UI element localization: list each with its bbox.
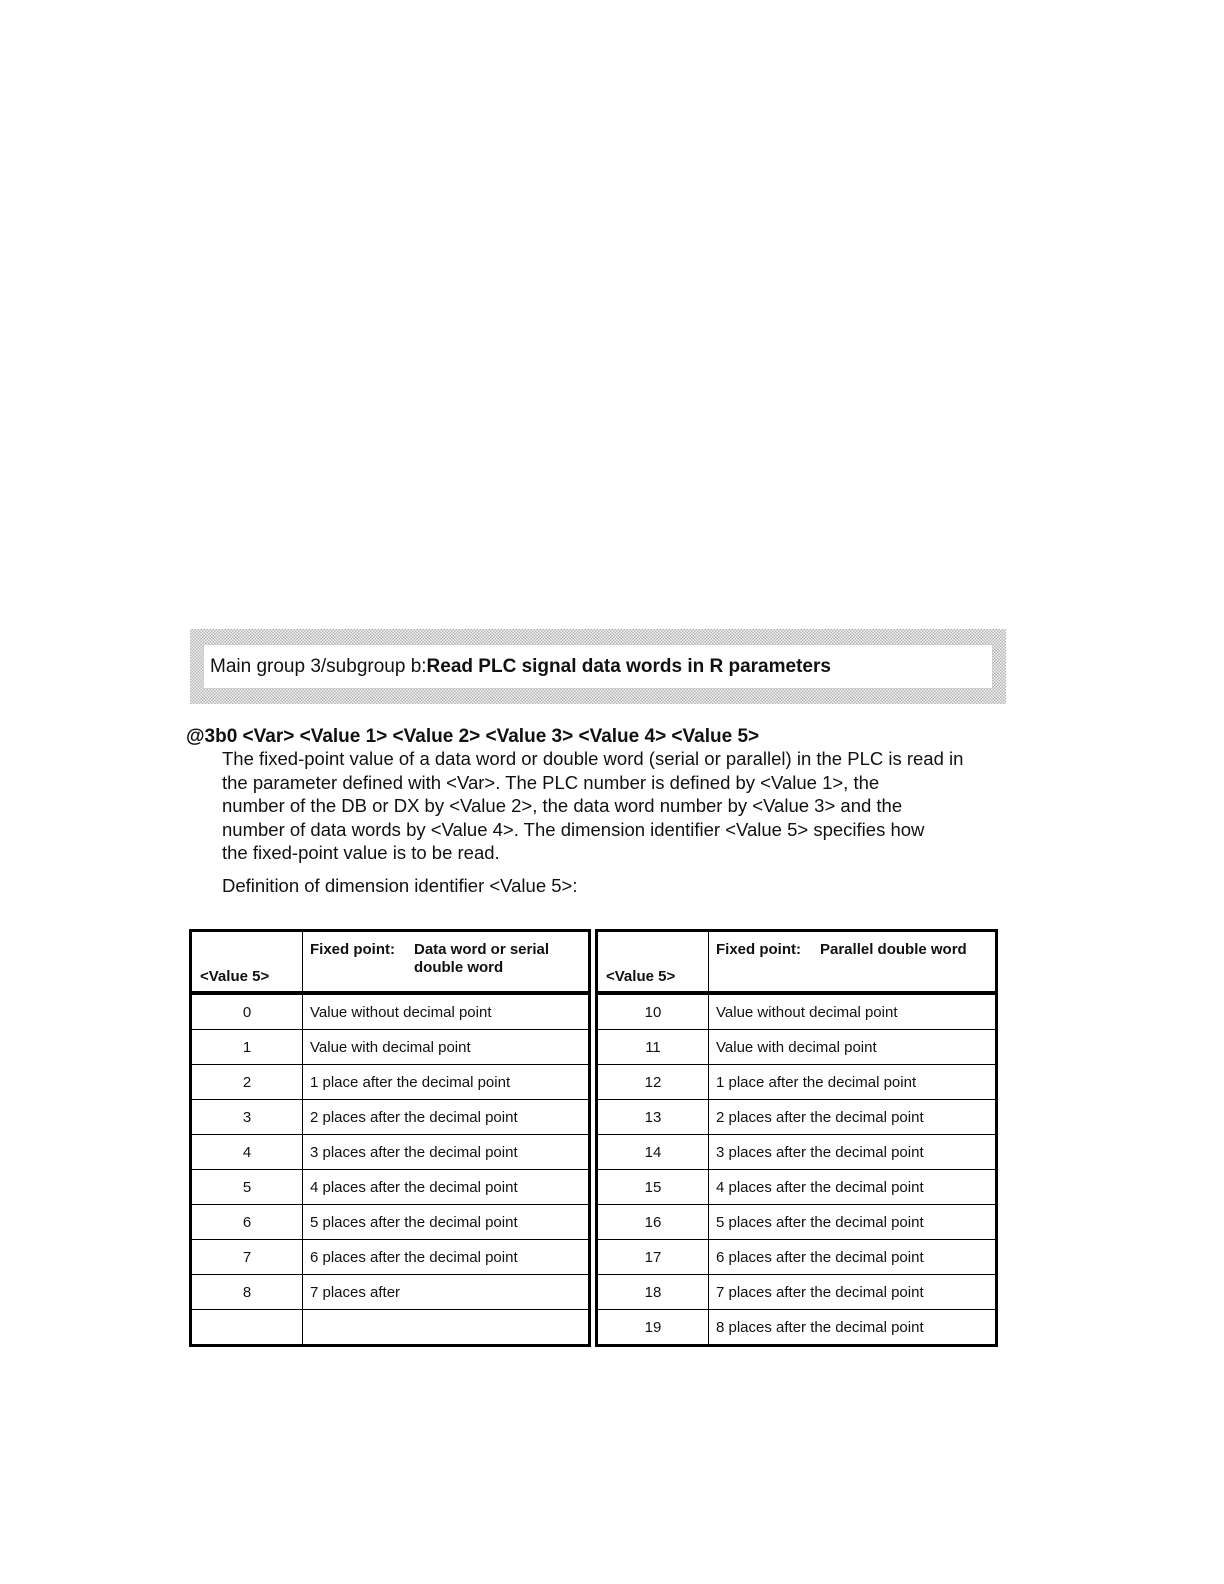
value5-code: 16 — [598, 1205, 709, 1240]
value5-code: 18 — [598, 1275, 709, 1310]
table-row — [598, 1030, 995, 1065]
value5-description: 8 places after the decimal point — [709, 1310, 996, 1345]
value5-description: 7 places after — [303, 1275, 589, 1310]
table-header-row — [192, 932, 588, 993]
value5-description: 4 places after the decimal point — [709, 1170, 996, 1205]
value5-description: 2 places after the decimal point — [303, 1100, 589, 1135]
value5-description: Value without decimal point — [709, 995, 996, 1030]
fixed-point-type-line1: Parallel double word — [820, 941, 967, 958]
value5-code: 5 — [192, 1170, 303, 1205]
value5-column-header: <Value 5> — [192, 932, 303, 993]
table-header-row — [598, 932, 995, 993]
table-row — [598, 1065, 995, 1100]
description-line: the parameter defined with <Var>. The PLC number is defined by <Value 1>, the — [222, 771, 880, 793]
value5-code: 17 — [598, 1240, 709, 1275]
description-line: The fixed-point value of a data word or double word (serial or parallel) in the PLC is read in — [222, 748, 964, 769]
description-line: number of data words by <Value 4>. The dimension identifier <Value 5> specifies how — [222, 818, 925, 840]
fixed-point-label: Fixed point: — [310, 941, 395, 958]
value5-code: 12 — [598, 1065, 709, 1100]
command-syntax: @3b0 <Var> <Value 1> <Value 2> <Value 3> <Value 4> <Value 5> — [186, 726, 760, 747]
fixed-point-header — [303, 932, 589, 993]
value5-description: Value with decimal point — [303, 1030, 589, 1065]
table-row — [598, 1240, 995, 1275]
table-row — [192, 1065, 588, 1100]
definition-line: Definition of dimension identifier <Value 5>: — [222, 875, 578, 896]
value5-code: 11 — [598, 1030, 709, 1065]
value5-description: 5 places after the decimal point — [709, 1205, 996, 1240]
value5-code: 14 — [598, 1135, 709, 1170]
section-title: Read PLC signal data words in R parameters — [426, 655, 831, 677]
value5-code: 10 — [598, 995, 709, 1030]
table-row — [598, 1310, 995, 1345]
dimension-table-parallel — [595, 929, 998, 1347]
section-prefix: Main group 3/subgroup b: — [210, 655, 427, 677]
table-row — [192, 1275, 588, 1310]
table-row — [598, 1135, 995, 1170]
description-line: number of the DB or DX by <Value 2>, the data word number by <Value 3> and the — [222, 795, 903, 816]
table-row — [598, 1275, 995, 1310]
value5-description: 2 places after the decimal point — [709, 1100, 996, 1135]
table-row — [192, 1170, 588, 1205]
table-row — [192, 1205, 588, 1240]
value5-description: Value without decimal point — [303, 995, 589, 1030]
value5-code: 19 — [598, 1310, 709, 1345]
command-description — [222, 747, 963, 865]
value5-code: 1 — [192, 1030, 303, 1065]
table-row — [192, 1030, 588, 1065]
value5-code: 13 — [598, 1100, 709, 1135]
value5-description: 6 places after the decimal point — [303, 1240, 589, 1275]
dimension-table-serial — [189, 929, 591, 1347]
value5-code: 15 — [598, 1170, 709, 1205]
value5-code — [192, 1310, 303, 1345]
value5-description: 7 places after the decimal point — [709, 1275, 996, 1310]
fixed-point-type-line1: Data word or serial — [414, 941, 550, 958]
value5-code: 8 — [192, 1275, 303, 1310]
value5-description — [303, 1310, 589, 1345]
value5-description: 1 place after the decimal point — [709, 1065, 996, 1100]
value5-code: 2 — [192, 1065, 303, 1100]
table-row — [598, 1100, 995, 1135]
value5-code: 3 — [192, 1100, 303, 1135]
fixed-point-header — [709, 932, 996, 993]
value5-description: 5 places after the decimal point — [303, 1205, 589, 1240]
table-row — [192, 1310, 588, 1345]
section-header — [203, 644, 993, 689]
table-row — [598, 995, 995, 1030]
table-row — [598, 1170, 995, 1205]
table-row — [192, 1100, 588, 1135]
section-header-box — [190, 629, 1006, 704]
value5-description: Value with decimal point — [709, 1030, 996, 1065]
table-row — [192, 1240, 588, 1275]
value5-code: 6 — [192, 1205, 303, 1240]
value5-description: 3 places after the decimal point — [709, 1135, 996, 1170]
fixed-point-type-line2: double word — [414, 959, 504, 976]
fixed-point-label: Fixed point: — [716, 941, 801, 958]
value5-code: 0 — [192, 995, 303, 1030]
value5-description: 4 places after the decimal point — [303, 1170, 589, 1205]
table-row — [192, 1135, 588, 1170]
value5-description: 3 places after the decimal point — [303, 1135, 589, 1170]
value5-code: 4 — [192, 1135, 303, 1170]
value5-description: 1 place after the decimal point — [303, 1065, 589, 1100]
table-row — [598, 1205, 995, 1240]
value5-column-header: <Value 5> — [598, 932, 709, 993]
table-row — [192, 995, 588, 1030]
description-line: the fixed-point value is to be read. — [222, 842, 500, 863]
value5-code: 7 — [192, 1240, 303, 1275]
value5-description: 6 places after the decimal point — [709, 1240, 996, 1275]
